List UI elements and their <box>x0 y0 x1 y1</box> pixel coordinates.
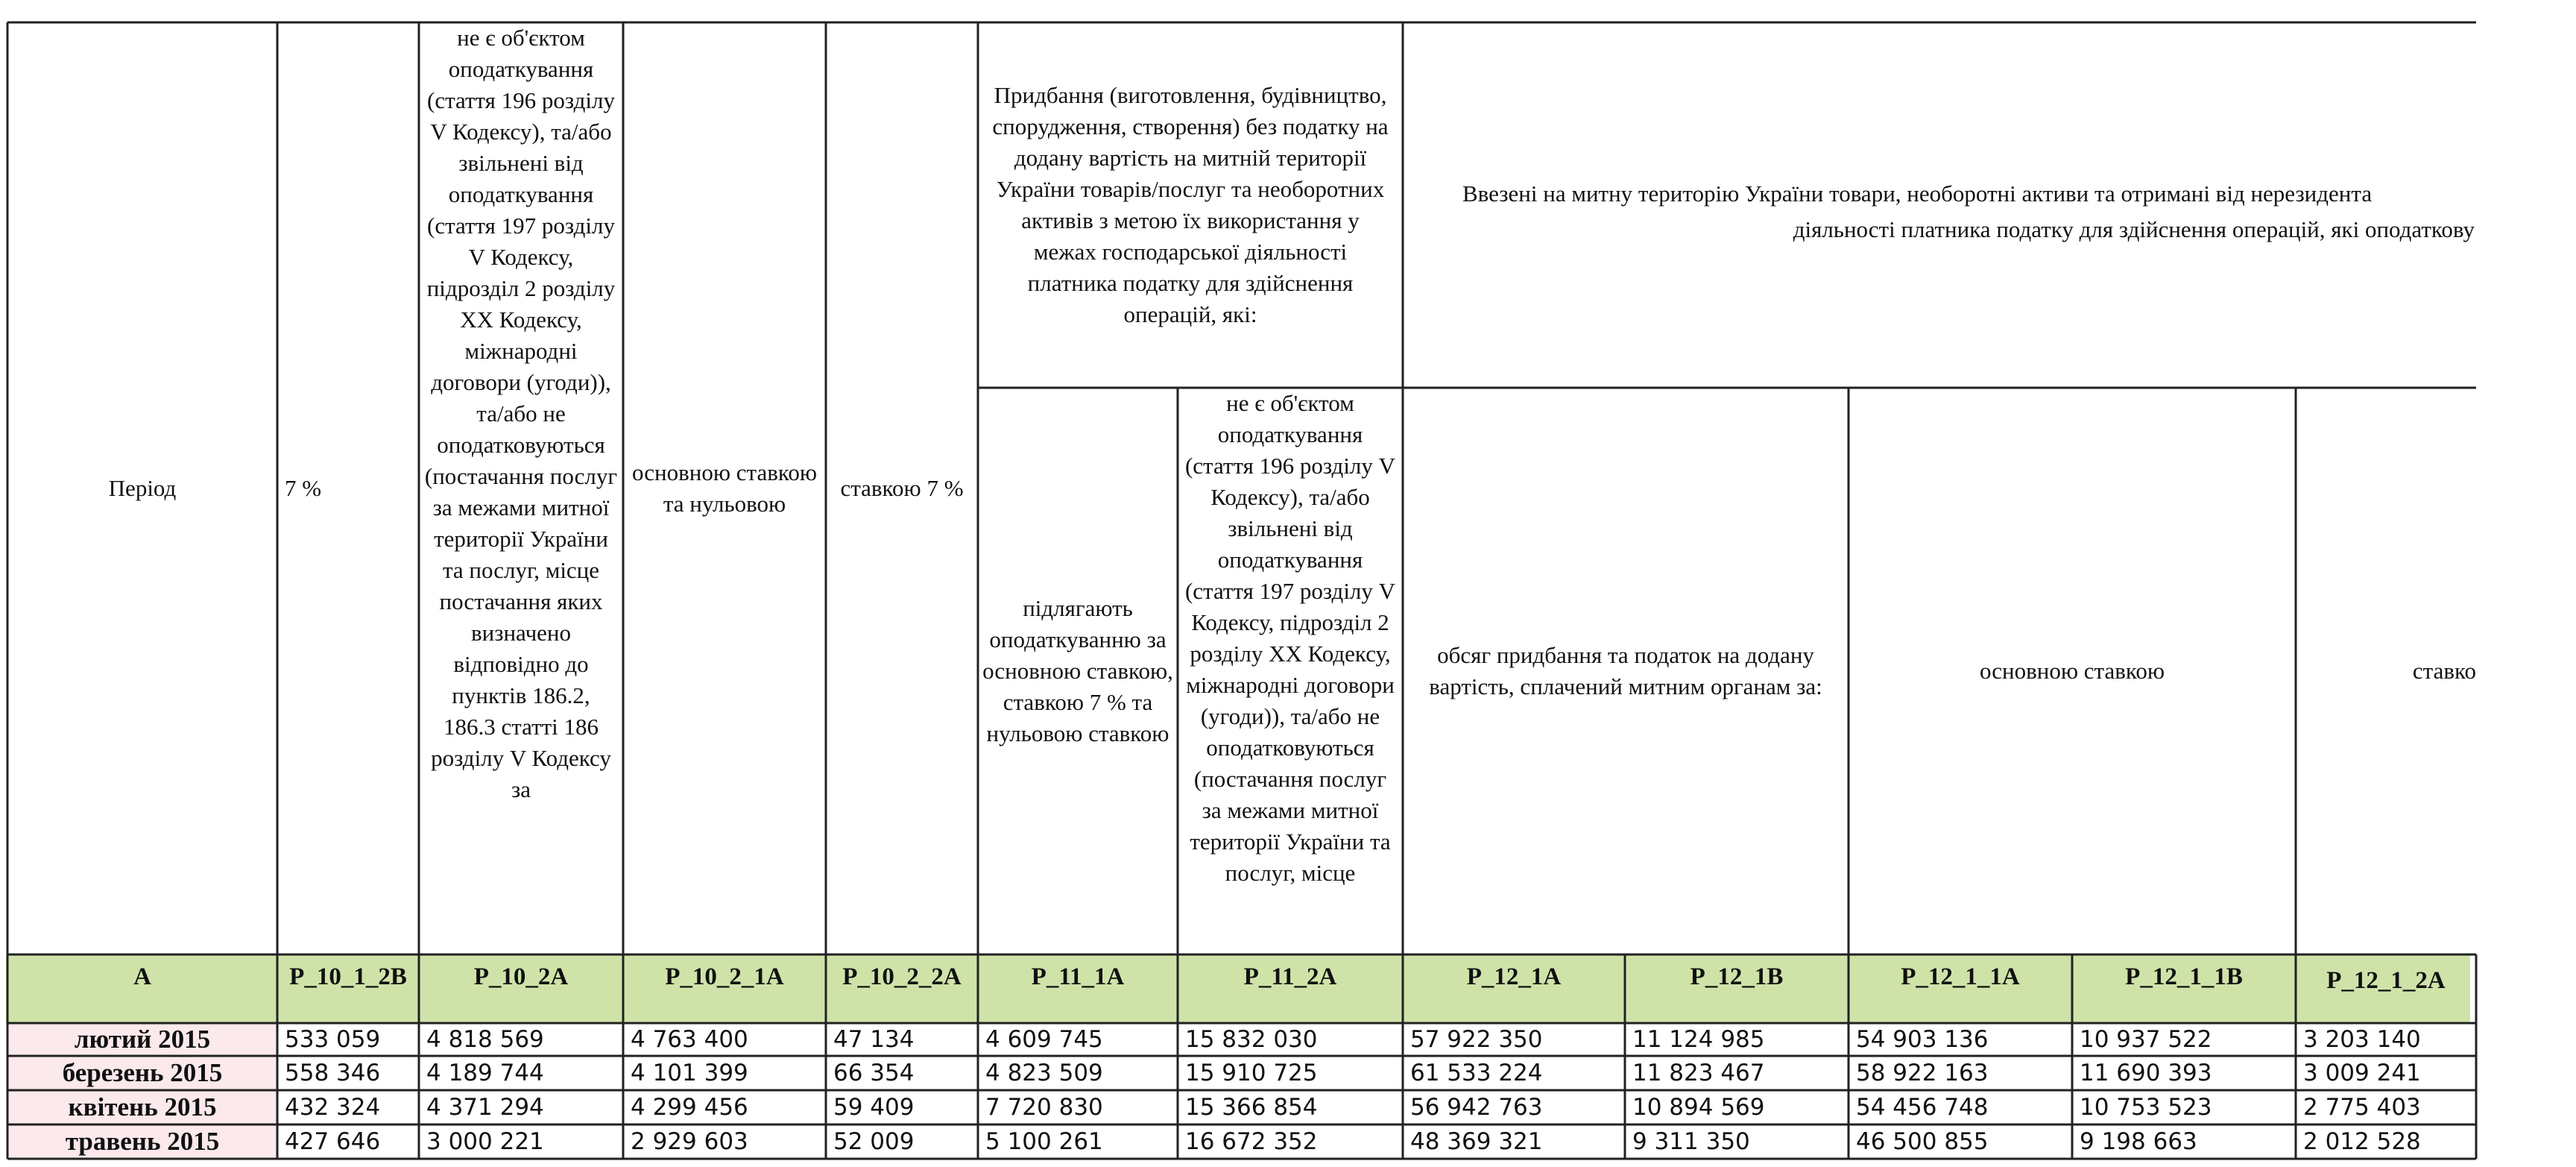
value-cell: 46 500 855 <box>1856 1128 1989 1155</box>
period-label: травень 2015 <box>65 1127 220 1156</box>
value-cell: 533 059 <box>285 1026 381 1053</box>
value-cell: 61 533 224 <box>1410 1060 1543 1086</box>
code-cell: Р_10_1_2В <box>289 963 407 990</box>
header-volume-customs: обсяг придбання та податок на додану вартість, сплачений митним органам за: <box>1429 642 1822 699</box>
value-cell: 54 903 136 <box>1856 1026 1989 1053</box>
value-cell: 10 753 523 <box>2080 1094 2212 1121</box>
value-cell: 4 299 456 <box>631 1094 748 1121</box>
value-cell: 9 311 350 <box>1632 1128 1750 1155</box>
value-cell: 4 189 744 <box>426 1060 544 1086</box>
value-cell: 4 371 294 <box>426 1094 544 1121</box>
code-cell: Р_12_1_2А <box>2326 966 2446 994</box>
code-cell: Р_11_2А <box>1243 963 1337 990</box>
value-cell: 15 366 854 <box>1185 1094 1318 1121</box>
code-cell: Р_10_2А <box>473 963 569 990</box>
value-cell: 11 124 985 <box>1632 1026 1765 1053</box>
value-cell: 10 894 569 <box>1632 1094 1765 1121</box>
header-not-taxed: не є об'єктом оподаткування (стаття 196 розділу V Кодексу), та/або звільнені від оподаткування (стаття 197 розділу V Кодексу, підрозділ 2 розділу XX Кодексу, міжнародні договори (угоди)), та/або не оподатковуються (постачання послуг за межами митної території України та послуг, місце постачання яких визначено відповідно до пунктів 186.2, 186.3 статті 186 розділу V Кодексу за <box>424 25 618 802</box>
value-cell: 2 775 403 <box>2303 1094 2421 1121</box>
value-cell: 10 937 522 <box>2080 1026 2212 1053</box>
code-cell: Р_11_1А <box>1031 963 1125 990</box>
period-label: березень 2015 <box>62 1058 223 1087</box>
value-cell: 4 763 400 <box>631 1026 748 1053</box>
value-cell: 3 203 140 <box>2303 1026 2421 1053</box>
value-cell: 16 672 352 <box>1185 1128 1318 1155</box>
code-cell: Р_12_1В <box>1690 963 1784 990</box>
value-cell: 3 000 221 <box>426 1128 544 1155</box>
header-subject-to-tax: підлягають оподаткуванню за основною ставкою, ставкою 7 % та нульовою ставкою <box>982 595 1173 746</box>
header-imported-group-line2: діяльності платника податку для здійснення операцій, які оподаткову <box>1793 216 2475 242</box>
value-cell: 4 101 399 <box>631 1060 748 1086</box>
value-cell: 3 009 241 <box>2303 1060 2421 1086</box>
value-cell: 4 823 509 <box>985 1060 1103 1086</box>
value-cell: 58 922 163 <box>1856 1060 1989 1086</box>
value-cell: 9 198 663 <box>2080 1128 2197 1155</box>
code-cell: Р_10_2_1А <box>665 963 784 990</box>
code-cell: Р_10_2_2А <box>842 963 962 990</box>
header-period: Період <box>108 475 177 501</box>
header-rate-cut: ставко <box>2412 658 2476 684</box>
value-cell: 57 922 350 <box>1410 1026 1543 1053</box>
value-cell: 54 456 748 <box>1856 1094 1989 1121</box>
code-cell: Р_12_1_1В <box>2125 963 2243 990</box>
code-cell: Р_12_1А <box>1466 963 1562 990</box>
header-basic-zero-rate: основною ставкою та нульовою <box>632 459 817 517</box>
value-cell: 7 720 830 <box>985 1094 1103 1121</box>
header-purchase-group: Придбання (виготовлення, будівництво, спорудження, створення) без податку на додану вартість на митній території України товарів/послуг та необоротних активів з метою їх використання у межах господарської діяльності платника податку для здійснення операцій, які: <box>992 82 1389 327</box>
code-cell: А <box>133 963 151 990</box>
value-cell: 558 346 <box>285 1060 381 1086</box>
value-cell: 2 012 528 <box>2303 1128 2421 1155</box>
value-cell: 11 690 393 <box>2080 1060 2212 1086</box>
value-cell: 66 354 <box>833 1060 915 1086</box>
period-label: лютий 2015 <box>74 1025 211 1054</box>
value-cell: 48 369 321 <box>1410 1128 1543 1155</box>
value-cell: 427 646 <box>285 1128 381 1155</box>
value-cell: 15 832 030 <box>1185 1026 1318 1053</box>
value-cell: 432 324 <box>285 1094 381 1121</box>
header-imported-group-line1: Ввезені на митну територію України товари, необоротні активи та отримані від нерезидента <box>1462 180 2373 207</box>
header-7-percent: 7 % <box>285 475 322 501</box>
value-cell: 5 100 261 <box>985 1128 1103 1155</box>
value-cell: 47 134 <box>833 1026 915 1053</box>
header-not-taxed-purchase: не є об'єктом оподаткування (стаття 196 розділу V Кодексу), та/або звільнені від оподаткування (стаття 197 розділу V Кодексу, підрозділ 2 розділу XX Кодексу, міжнародні договори (угоди)), та/або не оподатковуються (постачання послуг за межами митної території України та послуг, місце <box>1184 390 1396 886</box>
period-label: квітень 2015 <box>68 1092 217 1122</box>
value-cell: 56 942 763 <box>1410 1094 1543 1121</box>
value-cell: 15 910 725 <box>1185 1060 1318 1086</box>
code-cell: Р_12_1_1А <box>1901 963 2020 990</box>
value-cell: 52 009 <box>833 1128 915 1155</box>
value-cell: 11 823 467 <box>1632 1060 1765 1086</box>
value-cell: 4 609 745 <box>985 1026 1103 1053</box>
value-cell: 4 818 569 <box>426 1026 544 1053</box>
value-cell: 2 929 603 <box>631 1128 748 1155</box>
header-rate-7: ставкою 7 % <box>840 475 964 501</box>
header-basic-rate: основною ставкою <box>1980 658 2165 684</box>
value-cell: 59 409 <box>833 1094 915 1121</box>
